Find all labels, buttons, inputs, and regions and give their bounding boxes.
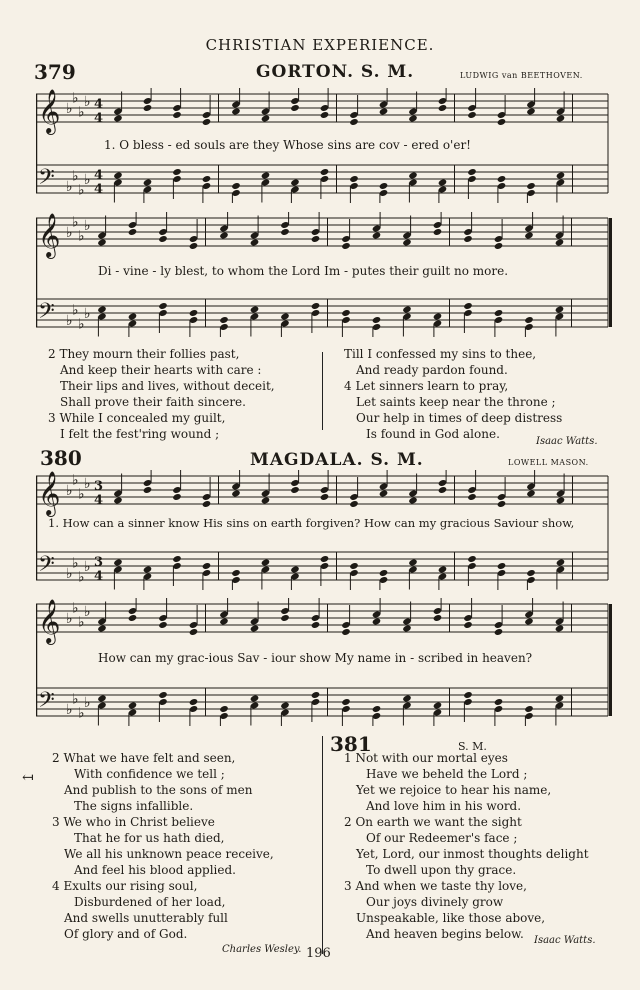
note-head	[408, 559, 417, 567]
note-head	[494, 309, 503, 317]
flat-icon: ♭	[78, 569, 85, 586]
note-head	[467, 493, 476, 501]
note-head	[97, 306, 106, 314]
note-head	[463, 621, 472, 629]
note-head	[438, 179, 447, 187]
note-head	[261, 559, 270, 567]
flat-icon: ♭	[72, 555, 79, 572]
note-head	[556, 115, 565, 123]
flat-icon: ♭	[84, 559, 91, 575]
tune-title: GORTON. S. M.	[256, 62, 415, 82]
note-head	[438, 566, 447, 574]
note-head	[219, 705, 228, 713]
note-head	[261, 172, 270, 180]
note-head	[143, 566, 152, 574]
verse-line: 2 What we have felt and seen,	[52, 751, 236, 765]
hymn-number: 379	[34, 60, 76, 84]
note-head	[250, 239, 259, 247]
bass-clef-icon: 𝄢	[38, 299, 55, 329]
note-head	[402, 306, 411, 314]
note-head	[467, 168, 476, 176]
verse-block	[52, 750, 274, 942]
bass-clef-icon: 𝄢	[38, 165, 55, 195]
note-head	[349, 562, 358, 570]
note-head	[402, 239, 411, 247]
note-head	[311, 235, 320, 243]
flat-icon: ♭	[72, 691, 79, 708]
note-head	[113, 115, 122, 123]
hymn-number: 381	[330, 732, 372, 756]
music-system	[36, 470, 612, 590]
verse-line: 3 While I concealed my guilt,	[48, 411, 226, 425]
verse-line: We all his unknown peace receive,	[64, 847, 274, 861]
note-head	[231, 569, 240, 577]
flat-icon: ♭	[72, 600, 79, 617]
verse-line: Our joys divinely grow	[366, 895, 504, 909]
note-head	[494, 698, 503, 706]
flat-icon: ♭	[84, 695, 91, 711]
note-head	[128, 313, 137, 321]
treble-clef-icon: 𝄞	[38, 599, 61, 643]
note-head	[372, 705, 381, 713]
verse-line: Till I confessed my sins to thee,	[344, 347, 537, 361]
note-head	[250, 306, 259, 314]
bass-clef-icon: 𝄢	[38, 688, 55, 718]
note-head	[524, 705, 533, 713]
flat-icon: ♭	[72, 472, 79, 489]
verse-line: And feel his blood applied.	[74, 863, 236, 877]
verse-line: 2 They mourn their follies past,	[48, 347, 240, 361]
flat-icon: ♭	[78, 182, 85, 199]
flat-icon: ♭	[66, 179, 73, 195]
verse-block	[344, 346, 562, 442]
verse-line: 1 Not with our mortal eyes	[344, 751, 508, 765]
note-head	[290, 566, 299, 574]
verse-line: And heaven begins below.	[366, 927, 524, 941]
note-head	[320, 493, 329, 501]
verse-line: Their lips and lives, without deceit,	[60, 379, 275, 393]
verse-line: I felt the fest'ring wound ;	[60, 427, 220, 441]
verse-line: Shall prove their faith sincere.	[60, 395, 246, 409]
note-head	[555, 239, 564, 247]
note-head	[379, 182, 388, 190]
note-head	[143, 179, 152, 187]
note-head	[219, 618, 228, 626]
note-head	[526, 108, 535, 116]
note-head	[524, 316, 533, 324]
note-head	[320, 111, 329, 119]
note-head	[433, 614, 442, 622]
verse-line: Of glory and of God.	[64, 927, 188, 941]
note-head	[524, 232, 533, 240]
note-head	[189, 628, 198, 636]
margin-mark-icon: ↤	[22, 770, 34, 786]
verse-line: The signs infallible.	[74, 799, 194, 813]
note-head	[408, 115, 417, 123]
note-head	[280, 313, 289, 321]
note-head	[189, 698, 198, 706]
hymn-number: 380	[40, 446, 82, 470]
note-head	[320, 555, 329, 563]
note-head	[408, 172, 417, 180]
author-name: Charles Wesley.	[222, 944, 302, 955]
note-head	[524, 618, 533, 626]
note-head	[311, 302, 320, 310]
tune-title: MAGDALA. S. M.	[250, 450, 424, 470]
note-head	[556, 559, 565, 567]
note-head	[97, 239, 106, 247]
note-head	[526, 182, 535, 190]
verse-line: Unspeakable, like those above,	[356, 911, 546, 925]
note-head	[526, 569, 535, 577]
note-head	[128, 228, 137, 236]
note-head	[202, 562, 211, 570]
note-head	[341, 242, 350, 250]
composer-name: LOWELL MASON.	[508, 458, 589, 467]
note-head	[349, 500, 358, 508]
lyrics-line: How can my grac-ious Sav - iour show My name in - scribed in heaven?	[98, 651, 533, 665]
time-signature-bottom: 4	[94, 111, 104, 126]
note-head	[379, 490, 388, 498]
flat-icon: ♭	[72, 214, 79, 231]
flat-icon: ♭	[72, 90, 79, 107]
note-head	[497, 175, 506, 183]
flat-icon: ♭	[84, 172, 91, 188]
note-head	[158, 302, 167, 310]
note-head	[402, 695, 411, 703]
flat-icon: ♭	[84, 218, 91, 234]
flat-icon: ♭	[66, 101, 73, 117]
flat-icon: ♭	[84, 94, 91, 110]
note-head	[231, 490, 240, 498]
flat-icon: ♭	[66, 566, 73, 582]
note-head	[438, 486, 447, 494]
note-head	[113, 497, 122, 505]
note-head	[379, 569, 388, 577]
note-head	[497, 562, 506, 570]
note-head	[202, 118, 211, 126]
page-number: 196	[306, 946, 331, 961]
note-head	[202, 175, 211, 183]
column-divider	[322, 736, 323, 954]
note-head	[433, 228, 442, 236]
note-head	[556, 172, 565, 180]
verse-line: 4 Let sinners learn to pray,	[344, 379, 509, 393]
note-head	[202, 500, 211, 508]
time-signature-bottom: 4	[94, 569, 104, 584]
flat-icon: ♭	[72, 302, 79, 319]
note-head	[372, 232, 381, 240]
verse-line: 3 We who in Christ believe	[52, 815, 215, 829]
note-head	[402, 625, 411, 633]
time-signature-top: 4	[94, 168, 104, 183]
note-head	[158, 235, 167, 243]
note-head	[341, 698, 350, 706]
verse-line: 3 And when we taste thy love,	[344, 879, 527, 893]
note-head	[463, 235, 472, 243]
author-name: Isaac Watts.	[536, 436, 598, 447]
note-head	[231, 108, 240, 116]
flat-icon: ♭	[66, 313, 73, 329]
note-head	[494, 242, 503, 250]
flat-icon: ♭	[84, 604, 91, 620]
author-name: Isaac Watts.	[534, 935, 596, 946]
lyrics-line: Di - vine - ly blest, to whom the Lord Im - putes their guilt no more.	[98, 264, 509, 278]
note-head	[250, 695, 259, 703]
verse-line: And love him in his word.	[366, 799, 522, 813]
composer-name: LUDWIG van BEETHOVEN.	[460, 71, 583, 80]
note-head	[349, 118, 358, 126]
verse-line: That he for us hath died,	[74, 831, 225, 845]
flat-icon: ♭	[78, 486, 85, 503]
note-head	[290, 179, 299, 187]
note-head	[433, 702, 442, 710]
note-head	[280, 228, 289, 236]
note-head	[463, 691, 472, 699]
verse-line: Have we beheld the Lord ;	[366, 767, 528, 781]
flat-icon: ♭	[66, 483, 73, 499]
note-head	[189, 309, 198, 317]
treble-clef-icon: 𝄞	[38, 213, 61, 257]
verse-line: Yet, Lord, our inmost thoughts delight	[356, 847, 589, 861]
note-head	[467, 555, 476, 563]
note-head	[261, 115, 270, 123]
note-head	[290, 486, 299, 494]
time-signature-bottom: 4	[94, 493, 104, 508]
verse-line: Let saints keep near the throne ;	[356, 395, 556, 409]
verse-line: Of our Redeemer's face ;	[366, 831, 518, 845]
column-divider	[322, 352, 323, 430]
flat-icon: ♭	[78, 316, 85, 333]
note-head	[379, 108, 388, 116]
note-head	[497, 118, 506, 126]
verse-line: And ready pardon found.	[356, 363, 508, 377]
tune-title: S. M.	[458, 740, 487, 753]
note-head	[311, 691, 320, 699]
verse-block	[48, 346, 275, 442]
verse-line: To dwell upon thy grace.	[366, 863, 517, 877]
flat-icon: ♭	[78, 104, 85, 121]
note-head	[526, 490, 535, 498]
verse-block	[344, 750, 589, 942]
treble-clef-icon: 𝄞	[38, 89, 61, 133]
note-head	[463, 302, 472, 310]
verse-line: And publish to the sons of men	[64, 783, 253, 797]
flat-icon: ♭	[78, 705, 85, 722]
verse-line: Disburdened of her load,	[74, 895, 226, 909]
lyrics-line: 1. O bless - ed souls are they Whose sins are cov - ered o'er!	[104, 138, 472, 152]
flat-icon: ♭	[66, 611, 73, 627]
flat-icon: ♭	[84, 306, 91, 322]
note-head	[555, 306, 564, 314]
verse-line: And keep their hearts with care :	[60, 363, 262, 377]
note-head	[143, 486, 152, 494]
note-head	[433, 313, 442, 321]
note-head	[555, 625, 564, 633]
note-head	[113, 559, 122, 567]
note-head	[497, 500, 506, 508]
note-head	[320, 168, 329, 176]
note-head	[467, 111, 476, 119]
note-head	[172, 111, 181, 119]
flat-icon: ♭	[66, 225, 73, 241]
note-head	[172, 555, 181, 563]
note-head	[494, 628, 503, 636]
lyrics-line: 1. How can a sinner know His sins on earth forgiven? How can my gracious Saviour show,	[48, 516, 575, 530]
verse-line: And swells unutterably full	[64, 911, 228, 925]
note-head	[97, 695, 106, 703]
note-head	[372, 316, 381, 324]
time-signature-bottom: 4	[94, 182, 104, 197]
note-head	[280, 614, 289, 622]
note-head	[349, 175, 358, 183]
note-head	[250, 625, 259, 633]
verse-line: Is found in God alone.	[366, 427, 500, 441]
time-signature-top: 4	[94, 97, 104, 112]
note-head	[219, 232, 228, 240]
note-head	[341, 628, 350, 636]
note-head	[372, 618, 381, 626]
note-head	[158, 691, 167, 699]
flat-icon: ♭	[78, 228, 85, 245]
verse-line: 4 Exults our rising soul,	[52, 879, 198, 893]
time-signature-top: 3	[94, 479, 104, 494]
time-signature-top: 3	[94, 555, 104, 570]
note-head	[555, 695, 564, 703]
note-head	[97, 625, 106, 633]
note-head	[128, 614, 137, 622]
bass-clef-icon: 𝄢	[38, 552, 55, 582]
note-head	[311, 621, 320, 629]
note-head	[113, 172, 122, 180]
note-head	[556, 497, 565, 505]
flat-icon: ♭	[78, 614, 85, 631]
note-head	[280, 702, 289, 710]
note-head	[408, 497, 417, 505]
note-head	[189, 242, 198, 250]
flat-icon: ♭	[84, 476, 91, 492]
verse-line: Our help in times of deep distress	[356, 411, 563, 425]
note-head	[231, 182, 240, 190]
note-head	[341, 309, 350, 317]
note-head	[438, 104, 447, 112]
note-head	[290, 104, 299, 112]
verse-line: Yet we rejoice to hear his name,	[356, 783, 552, 797]
staff-group	[36, 470, 608, 590]
note-head	[172, 493, 181, 501]
note-head	[143, 104, 152, 112]
flat-icon: ♭	[66, 702, 73, 718]
section-header: CHRISTIAN EXPERIENCE.	[205, 36, 435, 54]
note-head	[261, 497, 270, 505]
note-head	[172, 168, 181, 176]
verse-line: 2 On earth we want the sight	[344, 815, 522, 829]
note-head	[128, 702, 137, 710]
note-head	[158, 621, 167, 629]
treble-clef-icon: 𝄞	[38, 471, 61, 515]
flat-icon: ♭	[72, 168, 79, 185]
note-head	[219, 316, 228, 324]
verse-line: With confidence we tell ;	[74, 767, 225, 781]
